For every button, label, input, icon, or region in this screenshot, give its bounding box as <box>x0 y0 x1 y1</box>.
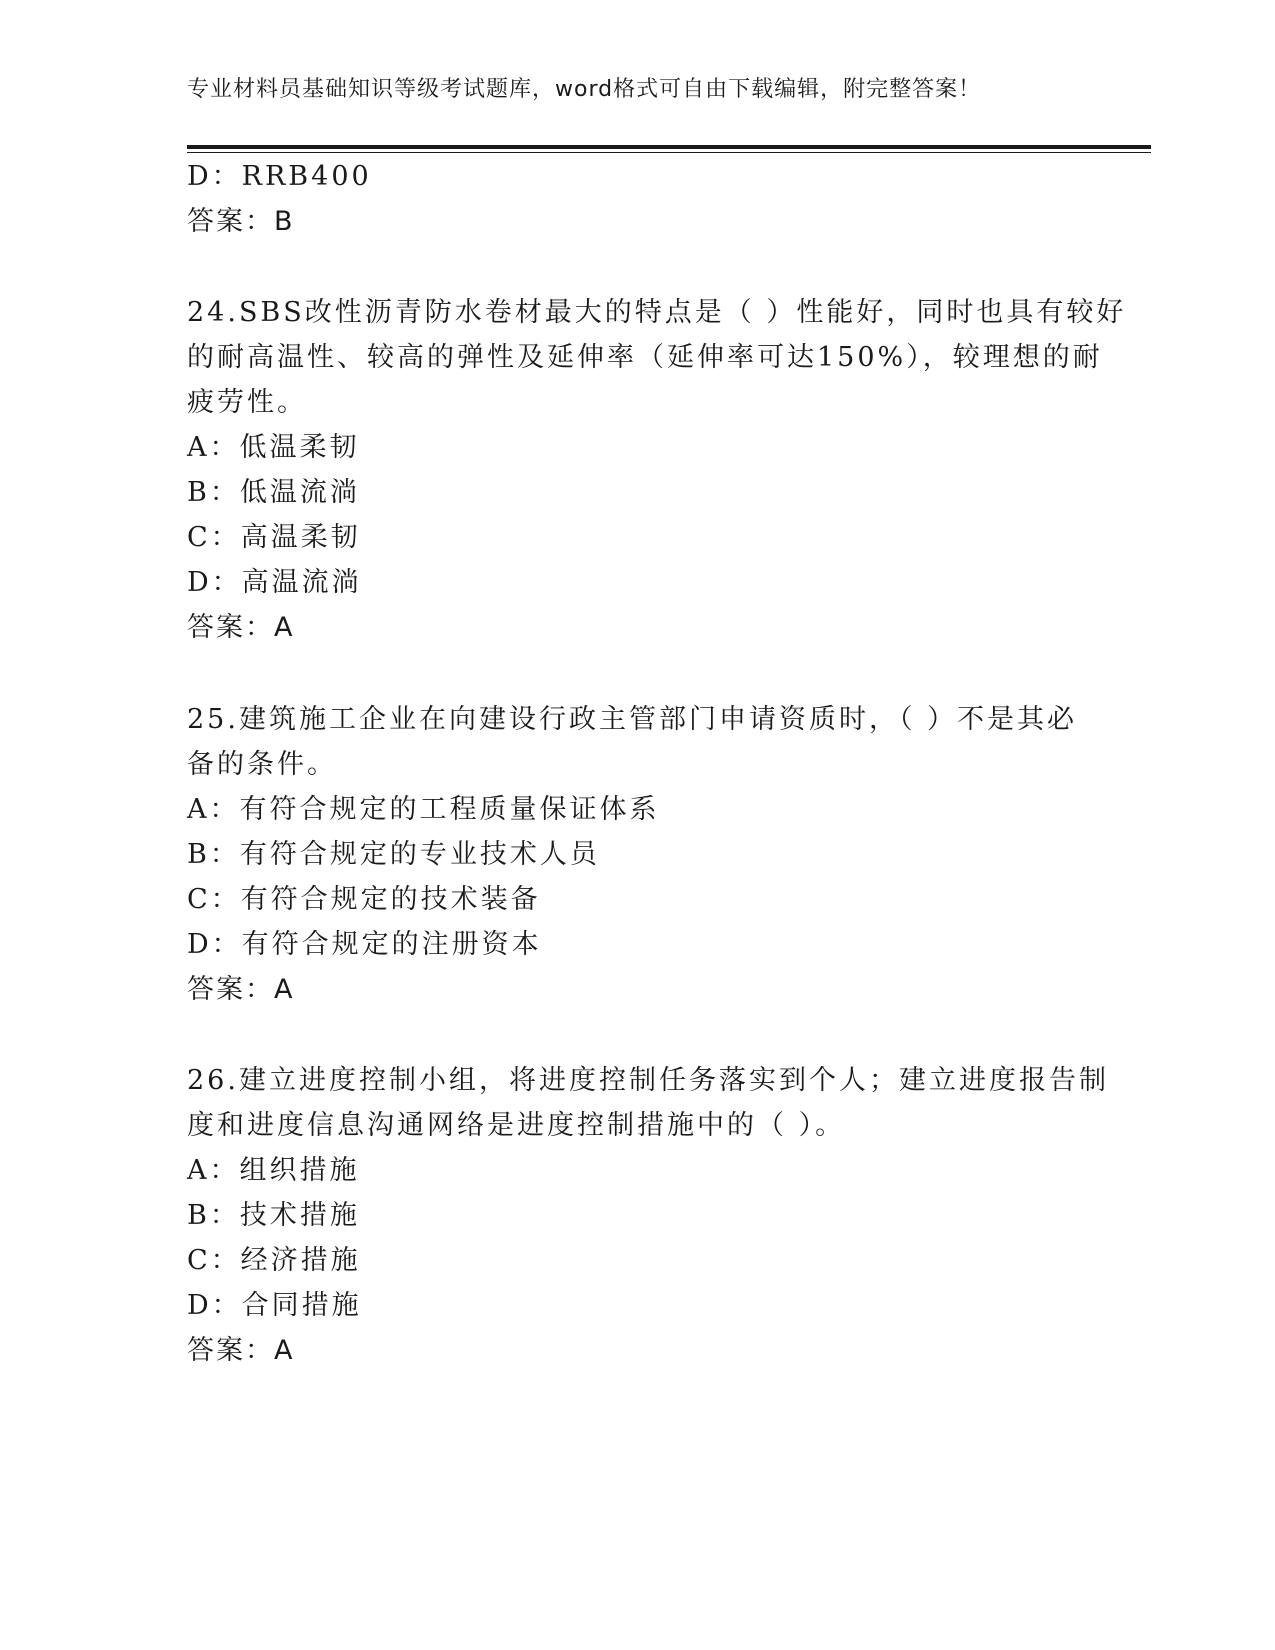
header-rule-thick <box>187 145 1151 149</box>
q25-option-b: B：有符合规定的专业技术人员 <box>187 839 600 870</box>
header-rule-thin <box>187 152 1151 153</box>
prev-answer: 答案：B <box>187 206 295 237</box>
q26-option-b: B：技术措施 <box>187 1200 360 1231</box>
q25-stem-line2: 备的条件。 <box>187 749 337 780</box>
q25-option-c: C：有符合规定的技术装备 <box>187 884 541 915</box>
q25-option-a: A：有符合规定的工程质量保证体系 <box>187 794 660 825</box>
q25-answer: 答案：A <box>187 974 295 1005</box>
q24-option-a: A：低温柔韧 <box>187 432 360 463</box>
q25-stem-line1: 25.建筑施工企业在向建设行政主管部门申请资质时，（ ）不是其必 <box>187 704 1078 735</box>
page-header: 专业材料员基础知识等级考试题库，word格式可自由下载编辑，附完整答案！ <box>187 77 982 102</box>
q24-option-c: C：高温柔韧 <box>187 522 361 553</box>
q26-stem-line2: 度和进度信息沟通网络是进度控制措施中的（ ）。 <box>187 1110 846 1141</box>
q26-option-c: C：经济措施 <box>187 1245 361 1276</box>
q26-stem-line1: 26.建立进度控制小组，将进度控制任务落实到个人；建立进度报告制 <box>187 1065 1109 1096</box>
q24-option-d: D：高温流淌 <box>187 567 362 598</box>
prev-option-d: D：RRB400 <box>187 161 372 192</box>
q24-option-b: B：低温流淌 <box>187 477 360 508</box>
q24-stem-line1: 24.SBS改性沥青防水卷材最大的特点是（ ）性能好，同时也具有较好 <box>187 297 1127 328</box>
q26-option-a: A：组织措施 <box>187 1155 360 1186</box>
q25-option-d: D：有符合规定的注册资本 <box>187 929 542 960</box>
q24-answer: 答案：A <box>187 612 295 643</box>
q24-stem-line3: 疲劳性。 <box>187 387 307 418</box>
q24-stem-line2: 的耐高温性、较高的弹性及延伸率（延伸率可达150%），较理想的耐 <box>187 342 1103 373</box>
q26-answer: 答案：A <box>187 1335 295 1366</box>
q26-option-d: D：合同措施 <box>187 1290 362 1321</box>
